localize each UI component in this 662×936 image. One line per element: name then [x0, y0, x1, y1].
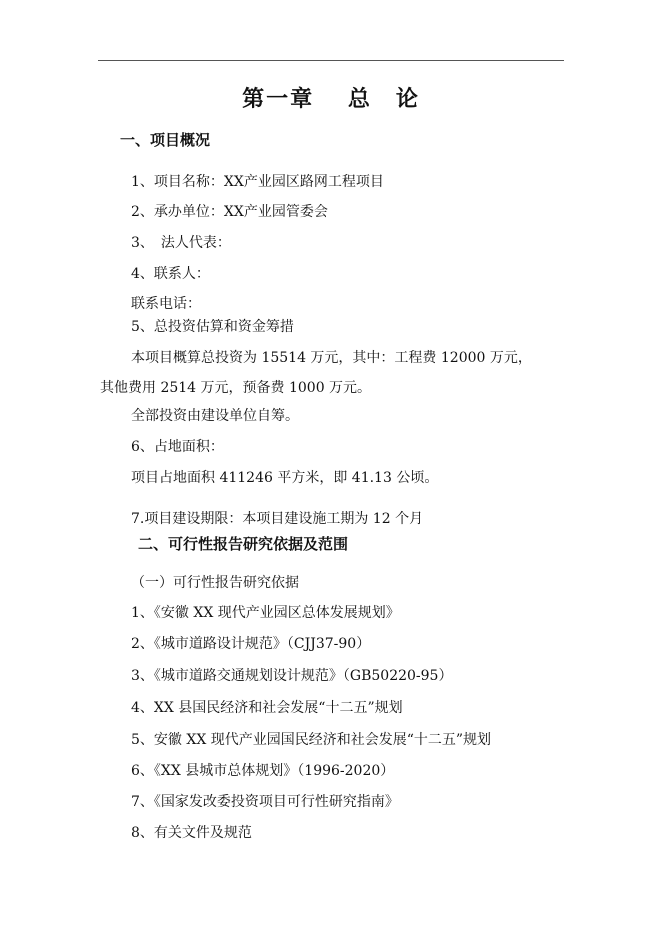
- item-legal-rep: 3、 法人代表：: [131, 235, 231, 251]
- item-investment: 5、总投资估算和资金筹措: [131, 319, 294, 335]
- basis-item: 2、《城市道路设计规范》（CJJ37-90）: [131, 636, 371, 652]
- basis-item: 1、《安徽 XX 现代产业园区总体发展规划》: [131, 605, 400, 621]
- basis-item: 8、有关文件及规范: [131, 825, 252, 841]
- investment-line-3: 全部投资由建设单位自筹。: [131, 408, 299, 424]
- basis-item: 5、安徽 XX 现代产业园国民经济和社会发展“十二五”规划: [131, 732, 492, 748]
- item-period: 7.项目建设期限：本项目建设施工期为 12 个月: [131, 511, 424, 527]
- item-phone: 联系电话：: [131, 296, 201, 312]
- investment-line-2: 其他费用 2514 万元，预备费 1000 万元。: [100, 380, 372, 396]
- section1-heading: 一、项目概况: [120, 131, 211, 149]
- basis-item: 4、XX 县国民经济和社会发展“十二五”规划: [131, 700, 403, 716]
- investment-line-1: 本项目概算总投资为 15514 万元，其中：工程费 12000 万元，: [131, 350, 532, 366]
- basis-item: 7、《国家发改委投资项目可行性研究指南》: [131, 794, 399, 810]
- item-project-name: 1、项目名称：XX产业园区路网工程项目: [131, 174, 384, 190]
- basis-item: 6、《XX 县城市总体规划》（1996-2020）: [131, 763, 395, 779]
- item-contact: 4、联系人：: [131, 266, 210, 282]
- subsection-basis: （一）可行性报告研究依据: [131, 575, 299, 591]
- header-rule: [98, 60, 564, 61]
- section2-heading: 二、可行性报告研究依据及范围: [138, 535, 349, 553]
- chapter-title: 第一章 总 论: [242, 87, 420, 112]
- item-organizer: 2、承办单位：XX产业园管委会: [131, 204, 328, 220]
- basis-item: 3、《城市道路交通规划设计规范》（GB50220-95）: [131, 668, 453, 684]
- area-line: 项目占地面积 411246 平方米，即 41.13 公顷。: [131, 470, 439, 486]
- item-area: 6、占地面积：: [131, 439, 224, 455]
